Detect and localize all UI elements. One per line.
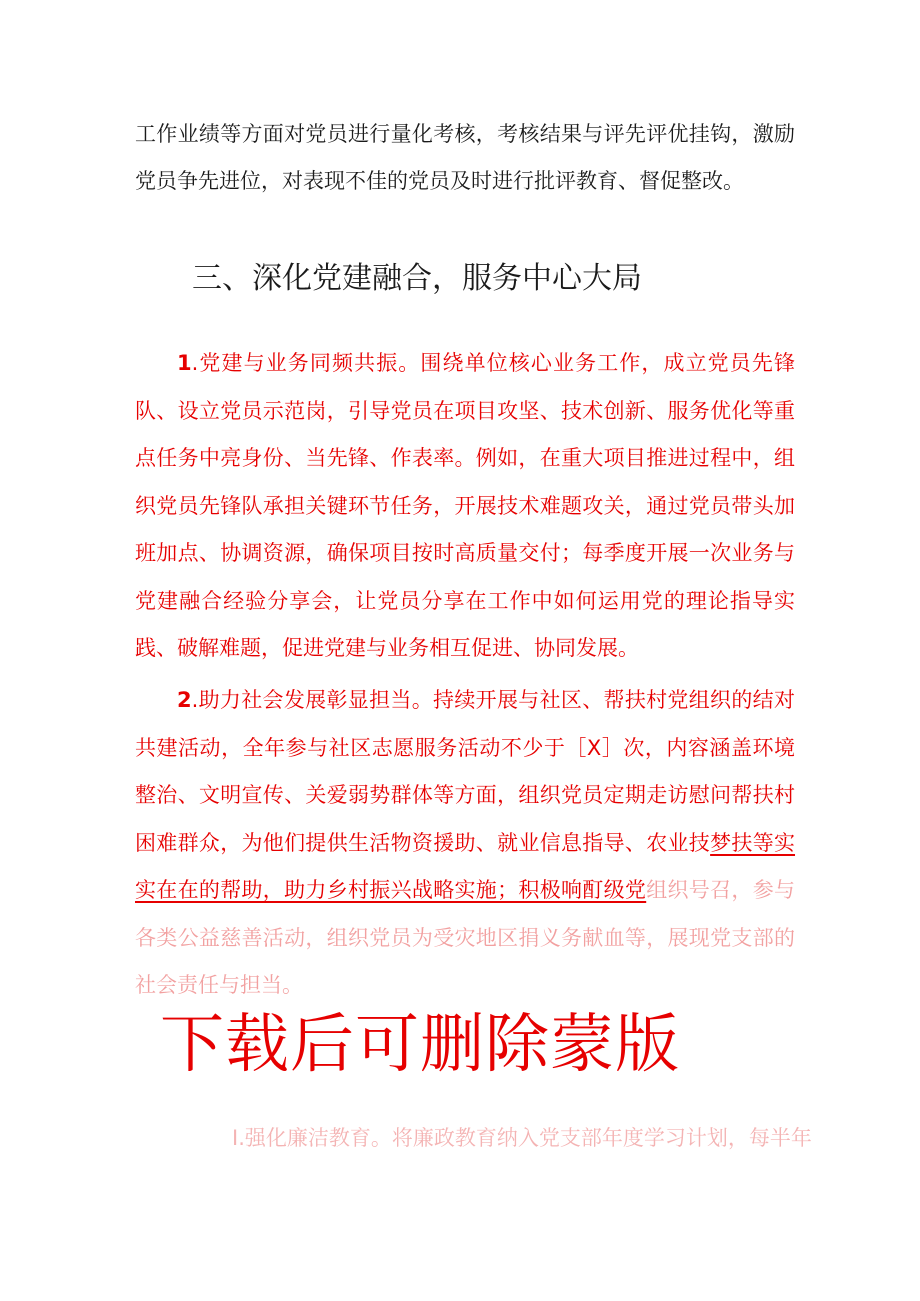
- item-2-underlined-text: 梦扶等实实在在的帮助，助力乡村振兴战略实施；积极响酊级党: [135, 830, 796, 902]
- item-2-text: .助力社会发展彰显担当。持续开展与社区、帮扶村党组织的结对共建活动，全年参与社区志愿服务活动不少于［X］次，内容涵盖环境整治、文明宣传、关爱弱势群体等方面，组织党员定期走访慰问帮扶村困难群众，为他们提供生活物资援助、就业信息指导、农业技: [135, 688, 795, 855]
- tail-paragraph: I.强化廉洁教育。将廉政教育纳入党支部年度学习计划，每半年: [232, 1126, 812, 1150]
- item-2-faded-text: 组织号召，参与各类公益慈善活动，组织党员为受灾地区捐义务献血等，展现党支部的社会责任与担当。: [135, 878, 796, 997]
- intro-paragraph: 工作业绩等方面对党员进行量化考核，考核结果与评先评优挂钩，激励党员争先进位，对表现不佳的党员及时进行批评教育、督促整改。: [135, 122, 795, 193]
- section-heading: 三、深化党建融合，服务中心大局: [192, 261, 642, 296]
- item-1-text: .党建与业务同频共振。围绕单位核心业务工作，成立党员先锋队、设立党员示范岗，引导党员在项目攻坚、技术创新、服务优化等重点任务中亮身份、当先锋、作表率。例如，在重大项目推进过程中，组织党员先锋队承担关键环节任务，开展技术难题攻关，通过党员带头加班加点、协调资源，确保项目按时高质量交付；每季度开展一次业务与党建融合经验分享会，让党员分享在工作中如何运用党的理论指导实践、破解难题，促进党建与业务相互促进、协同发展。: [135, 351, 795, 660]
- item-1-paragraph: [135, 340, 795, 673]
- watermark-overlay-text: 下载后可删除蒙版: [160, 1008, 680, 1082]
- item-2-paragraph: [135, 677, 795, 1010]
- item-1-number: 1: [177, 351, 192, 375]
- item-2-number: 2: [177, 688, 192, 712]
